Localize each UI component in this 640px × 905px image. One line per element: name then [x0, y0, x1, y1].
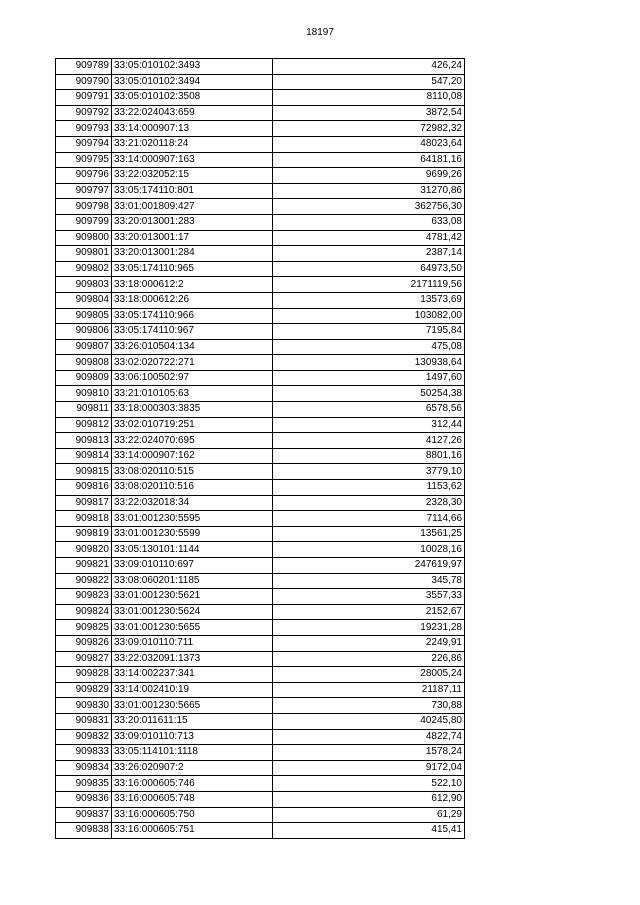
cadastral-number-cell: 33:22:032091:1373 — [112, 651, 273, 667]
cadastral-value-cell: 9699,26 — [273, 168, 465, 184]
table-row — [56, 495, 465, 511]
record-number-cell: 909801 — [56, 246, 112, 262]
table-row — [56, 152, 465, 168]
table-row — [56, 183, 465, 199]
table-row — [56, 589, 465, 605]
cadastral-number-cell: 33:14:002237:341 — [112, 667, 273, 683]
cadastral-value-cell: 547,20 — [273, 74, 465, 90]
cadastral-value-cell: 21187,11 — [273, 682, 465, 698]
table-row — [56, 464, 465, 480]
record-number-cell: 909813 — [56, 433, 112, 449]
table-row — [56, 448, 465, 464]
cadastral-value-cell: 3872,54 — [273, 105, 465, 121]
record-number-cell: 909824 — [56, 604, 112, 620]
table-row — [56, 417, 465, 433]
cadastral-value-cell: 612,90 — [273, 791, 465, 807]
cadastral-number-cell: 33:08:060201:1185 — [112, 573, 273, 589]
cadastral-number-cell: 33:18:000303:3835 — [112, 402, 273, 418]
record-number-cell: 909834 — [56, 760, 112, 776]
record-number-cell: 909820 — [56, 542, 112, 558]
cadastral-value-cell: 633,08 — [273, 214, 465, 230]
cadastral-number-cell: 33:26:020907:2 — [112, 760, 273, 776]
cadastral-value-cell: 730,88 — [273, 698, 465, 714]
table-row — [56, 620, 465, 636]
cadastral-value-cell: 362756,30 — [273, 199, 465, 215]
cadastral-number-cell: 33:21:020118:24 — [112, 136, 273, 152]
cadastral-value-cell: 13573,69 — [273, 292, 465, 308]
cadastral-value-cell: 7195,84 — [273, 324, 465, 340]
record-number-cell: 909796 — [56, 168, 112, 184]
table-row — [56, 105, 465, 121]
table-row — [56, 791, 465, 807]
cadastral-number-cell: 33:01:001230:5624 — [112, 604, 273, 620]
cadastral-value-cell: 345,78 — [273, 573, 465, 589]
table-row — [56, 168, 465, 184]
cadastral-value-cell: 103082,00 — [273, 308, 465, 324]
cadastral-value-cell: 426,24 — [273, 59, 465, 75]
record-number-cell: 909790 — [56, 74, 112, 90]
cadastral-number-cell: 33:16:000605:750 — [112, 807, 273, 823]
record-number-cell: 909798 — [56, 199, 112, 215]
record-number-cell: 909816 — [56, 480, 112, 496]
record-number-cell: 909826 — [56, 635, 112, 651]
table-row — [56, 558, 465, 574]
record-number-cell: 909791 — [56, 90, 112, 106]
cadastral-number-cell: 33:09:010110:697 — [112, 558, 273, 574]
cadastral-number-cell: 33:05:010102:3508 — [112, 90, 273, 106]
record-number-cell: 909832 — [56, 729, 112, 745]
cadastral-value-cell: 2152,67 — [273, 604, 465, 620]
record-number-cell: 909819 — [56, 526, 112, 542]
cadastral-number-cell: 33:22:032052:15 — [112, 168, 273, 184]
cadastral-number-cell: 33:20:011611:15 — [112, 713, 273, 729]
record-number-cell: 909829 — [56, 682, 112, 698]
record-number-cell: 909833 — [56, 745, 112, 761]
cadastral-value-cell: 3557,33 — [273, 589, 465, 605]
table-row — [56, 261, 465, 277]
cadastral-value-cell: 13561,25 — [273, 526, 465, 542]
record-number-cell: 909827 — [56, 651, 112, 667]
table-row — [56, 199, 465, 215]
cadastral-number-cell: 33:01:001230:5599 — [112, 526, 273, 542]
table-row — [56, 121, 465, 137]
cadastral-number-cell: 33:22:032018:34 — [112, 495, 273, 511]
record-number-cell: 909825 — [56, 620, 112, 636]
cadastral-value-cell: 4822,74 — [273, 729, 465, 745]
cadastral-number-cell: 33:05:114101:1118 — [112, 745, 273, 761]
record-number-cell: 909795 — [56, 152, 112, 168]
table-row — [56, 713, 465, 729]
table-row — [56, 760, 465, 776]
table-row — [56, 745, 465, 761]
table-row — [56, 433, 465, 449]
table-row — [56, 542, 465, 558]
record-number-cell: 909818 — [56, 511, 112, 527]
record-number-cell: 909805 — [56, 308, 112, 324]
record-number-cell: 909831 — [56, 713, 112, 729]
table-row — [56, 402, 465, 418]
table-row — [56, 214, 465, 230]
table-row — [56, 635, 465, 651]
record-number-cell: 909799 — [56, 214, 112, 230]
cadastral-value-cell: 6578,56 — [273, 402, 465, 418]
cadastral-number-cell: 33:09:010110:713 — [112, 729, 273, 745]
record-number-cell: 909811 — [56, 402, 112, 418]
cadastral-number-cell: 33:20:013001:283 — [112, 214, 273, 230]
cadastral-number-cell: 33:05:174110:966 — [112, 308, 273, 324]
cadastral-value-cell: 475,08 — [273, 339, 465, 355]
table-row — [56, 324, 465, 340]
cadastral-value-cell: 72982,32 — [273, 121, 465, 137]
table-row — [56, 74, 465, 90]
cadastral-value-cell: 28005,24 — [273, 667, 465, 683]
cadastral-number-cell: 33:21:010105:63 — [112, 386, 273, 402]
cadastral-value-cell: 247619,97 — [273, 558, 465, 574]
table-row — [56, 604, 465, 620]
record-number-cell: 909817 — [56, 495, 112, 511]
cadastral-value-cell: 9172,04 — [273, 760, 465, 776]
table-row — [56, 480, 465, 496]
cadastral-number-cell: 33:08:020110:516 — [112, 480, 273, 496]
record-number-cell: 909792 — [56, 105, 112, 121]
cadastral-value-cell: 48023,64 — [273, 136, 465, 152]
cadastral-value-cell: 4127,26 — [273, 433, 465, 449]
table-row — [56, 370, 465, 386]
cadastral-value-cell: 19231,28 — [273, 620, 465, 636]
cadastral-value-cell: 2328,30 — [273, 495, 465, 511]
cadastral-number-cell: 33:14:002410:19 — [112, 682, 273, 698]
table-row — [56, 277, 465, 293]
cadastral-value-cell: 2387,14 — [273, 246, 465, 262]
table-row — [56, 667, 465, 683]
table-row — [56, 246, 465, 262]
record-number-cell: 909804 — [56, 292, 112, 308]
record-number-cell: 909822 — [56, 573, 112, 589]
cadastral-number-cell: 33:02:010719:251 — [112, 417, 273, 433]
record-number-cell: 909808 — [56, 355, 112, 371]
cadastral-value-cell: 415,41 — [273, 823, 465, 839]
record-number-cell: 909815 — [56, 464, 112, 480]
cadastral-value-cell: 226,86 — [273, 651, 465, 667]
record-number-cell: 909821 — [56, 558, 112, 574]
record-number-cell: 909838 — [56, 823, 112, 839]
table-row — [56, 511, 465, 527]
record-number-cell: 909823 — [56, 589, 112, 605]
cadastral-value-cell: 8801,16 — [273, 448, 465, 464]
table-row — [56, 59, 465, 75]
record-number-cell: 909794 — [56, 136, 112, 152]
cadastral-number-cell: 33:16:000605:751 — [112, 823, 273, 839]
cadastral-number-cell: 33:05:174110:965 — [112, 261, 273, 277]
cadastral-value-cell: 7114,66 — [273, 511, 465, 527]
cadastral-value-cell: 2171119,56 — [273, 277, 465, 293]
cadastral-number-cell: 33:06:100502:97 — [112, 370, 273, 386]
cadastral-value-cell: 10028,16 — [273, 542, 465, 558]
table-row — [56, 292, 465, 308]
cadastral-value-cell: 1153,62 — [273, 480, 465, 496]
cadastral-number-cell: 33:02:020722:271 — [112, 355, 273, 371]
cadastral-number-cell: 33:01:001809:427 — [112, 199, 273, 215]
record-number-cell: 909803 — [56, 277, 112, 293]
cadastral-value-cell: 50254,38 — [273, 386, 465, 402]
cadastral-number-cell: 33:01:001230:5595 — [112, 511, 273, 527]
cadastral-value-cell: 130938,64 — [273, 355, 465, 371]
cadastral-value-cell: 2249,91 — [273, 635, 465, 651]
cadastral-number-cell: 33:14:000907:13 — [112, 121, 273, 137]
cadastral-number-cell: 33:20:013001:17 — [112, 230, 273, 246]
cadastral-number-cell: 33:14:000907:163 — [112, 152, 273, 168]
record-number-cell: 909828 — [56, 667, 112, 683]
page-number: 18197 — [306, 27, 334, 38]
table-row — [56, 355, 465, 371]
table-row — [56, 90, 465, 106]
cadastral-value-cell: 61,29 — [273, 807, 465, 823]
cadastral-number-cell: 33:18:000612:26 — [112, 292, 273, 308]
table-row — [56, 823, 465, 839]
cadastral-value-cell: 31270,86 — [273, 183, 465, 199]
record-number-cell: 909836 — [56, 791, 112, 807]
record-number-cell: 909793 — [56, 121, 112, 137]
cadastral-number-cell: 33:05:174110:967 — [112, 324, 273, 340]
cadastral-value-cell: 312,44 — [273, 417, 465, 433]
record-number-cell: 909800 — [56, 230, 112, 246]
record-number-cell: 909814 — [56, 448, 112, 464]
cadastral-number-cell: 33:05:010102:3494 — [112, 74, 273, 90]
record-number-cell: 909810 — [56, 386, 112, 402]
cadastral-value-cell: 64181,16 — [273, 152, 465, 168]
cadastral-number-cell: 33:16:000605:746 — [112, 776, 273, 792]
record-number-cell: 909835 — [56, 776, 112, 792]
cadastral-number-cell: 33:01:001230:5621 — [112, 589, 273, 605]
record-number-cell: 909830 — [56, 698, 112, 714]
cadastral-value-cell: 64973,50 — [273, 261, 465, 277]
cadastral-value-cell: 3779,10 — [273, 464, 465, 480]
cadastral-number-cell: 33:05:130101:1144 — [112, 542, 273, 558]
table-row — [56, 526, 465, 542]
cadastral-number-cell: 33:20:013001:284 — [112, 246, 273, 262]
cadastral-number-cell: 33:16:000605:748 — [112, 791, 273, 807]
cadastral-value-cell: 8110,08 — [273, 90, 465, 106]
cadastral-number-cell: 33:08:020110:515 — [112, 464, 273, 480]
cadastral-number-cell: 33:01:001230:5655 — [112, 620, 273, 636]
record-number-cell: 909812 — [56, 417, 112, 433]
table-row — [56, 339, 465, 355]
cadastral-number-cell: 33:26:010504:134 — [112, 339, 273, 355]
table-row — [56, 729, 465, 745]
record-number-cell: 909789 — [56, 59, 112, 75]
table-row — [56, 573, 465, 589]
record-number-cell: 909797 — [56, 183, 112, 199]
table-row — [56, 308, 465, 324]
cadastral-number-cell: 33:01:001230:5665 — [112, 698, 273, 714]
table-row — [56, 230, 465, 246]
cadastral-number-cell: 33:05:010102:3493 — [112, 59, 273, 75]
cadastral-value-cell: 1578,24 — [273, 745, 465, 761]
cadastral-number-cell: 33:18:000612:2 — [112, 277, 273, 293]
record-number-cell: 909802 — [56, 261, 112, 277]
table-body — [56, 59, 465, 839]
table-row — [56, 776, 465, 792]
cadastral-number-cell: 33:22:024043:659 — [112, 105, 273, 121]
table-row — [56, 136, 465, 152]
table-row — [56, 386, 465, 402]
cadastral-number-cell: 33:22:024070:695 — [112, 433, 273, 449]
table-row — [56, 682, 465, 698]
record-number-cell: 909809 — [56, 370, 112, 386]
cadastral-value-table — [55, 58, 465, 839]
cadastral-number-cell: 33:09:010110:711 — [112, 635, 273, 651]
table-row — [56, 698, 465, 714]
cadastral-number-cell: 33:14:000907:162 — [112, 448, 273, 464]
record-number-cell: 909837 — [56, 807, 112, 823]
table-row — [56, 807, 465, 823]
cadastral-number-cell: 33:05:174110:801 — [112, 183, 273, 199]
table-row — [56, 651, 465, 667]
cadastral-value-cell: 4781,42 — [273, 230, 465, 246]
record-number-cell: 909807 — [56, 339, 112, 355]
cadastral-value-cell: 522,10 — [273, 776, 465, 792]
cadastral-value-cell: 1497,60 — [273, 370, 465, 386]
record-number-cell: 909806 — [56, 324, 112, 340]
cadastral-value-cell: 40245,80 — [273, 713, 465, 729]
